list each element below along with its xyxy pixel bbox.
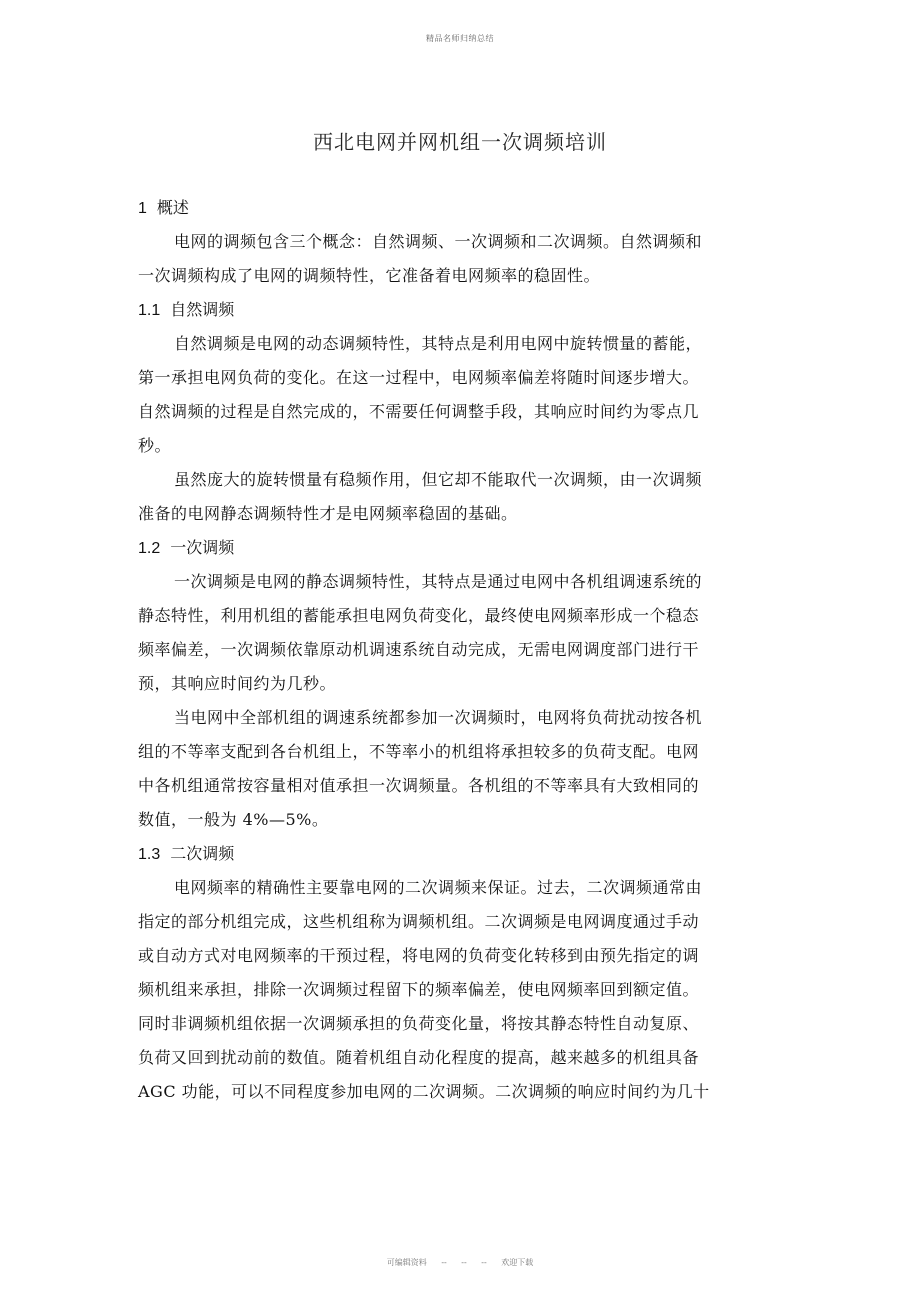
text-line: 准备的电网静态调频特性才是电网频率稳固的基础。 <box>138 504 518 523</box>
section-number: 1.2 <box>138 540 161 557</box>
text-line: 中各机组通常按容量相对值承担一次调频量。各机组的不等率具有大致相同的 <box>138 776 700 795</box>
text-line: 一次调频构成了电网的调频特性，它准备着电网频率的稳固性。 <box>138 266 601 285</box>
document-body <box>138 191 742 1109</box>
paragraph <box>138 565 742 701</box>
text-line: 组的不等率支配到各台机组上，不等率小的机组将承担较多的负荷支配。电网 <box>138 742 700 761</box>
section-title: 二次调频 <box>170 844 235 863</box>
section-title: 一次调频 <box>170 538 235 557</box>
text-line: 频机组来承担，排除一次调频过程留下的频率偏差，使电网频率回到额定值。 <box>138 980 700 999</box>
text-line: 自然调频是电网的动态调频特性，其特点是利用电网中旋转惯量的蓄能， <box>174 334 703 353</box>
text-line: 负荷又回到扰动前的数值。随着机组自动化程度的提高，越来越多的机组具备 <box>138 1048 700 1067</box>
text-line: AGC 功能，可以不同程度参加电网的二次调频。二次调频的响应时间约为几十 <box>138 1082 710 1101</box>
footer-left-text: 可编辑资料 <box>386 1258 427 1267</box>
text-line: 虽然庞大的旋转惯量有稳频作用，但它却不能取代一次调频，由一次调频 <box>174 470 703 489</box>
text-line: 自然调频的过程是自然完成的，不需要任何调整手段，其响应时间约为零点几 <box>138 402 700 421</box>
text-line: 当电网中全部机组的调速系统都参加一次调频时，电网将负荷扰动按各机 <box>174 708 703 727</box>
text-line: 静态特性，利用机组的蓄能承担电网负荷变化，最终使电网频率形成一个稳态 <box>138 606 700 625</box>
section-number: 1.3 <box>138 846 161 863</box>
footer-separator: -- <box>461 1258 467 1267</box>
footer-right-text: 欢迎下载 <box>501 1258 534 1267</box>
footer-separator: -- <box>481 1258 487 1267</box>
text-line: 第一承担电网负荷的变化。在这一过程中，电网频率偏差将随时间逐步增大。 <box>138 368 700 387</box>
text-line: 电网频率的精确性主要靠电网的二次调频来保证。过去，二次调频通常由 <box>174 878 703 897</box>
section-heading-1 <box>138 191 742 225</box>
page-footer <box>0 1257 920 1268</box>
text-line: 电网的调频包含三个概念：自然调频、一次调频和二次调频。自然调频和 <box>174 232 703 251</box>
text-line: 秒。 <box>138 436 172 455</box>
text-line: 一次调频是电网的静态调频特性，其特点是通过电网中各机组调速系统的 <box>174 572 703 591</box>
text-line: 频率偏差，一次调频依靠原动机调速系统自动完成，无需电网调度部门进行干 <box>138 640 700 659</box>
section-heading-1-2 <box>138 531 742 565</box>
text-line: 数值，一般为 4%—5%。 <box>138 810 329 829</box>
paragraph <box>138 225 742 293</box>
section-number: 1 <box>138 200 147 217</box>
page-header: 精品名师归纳总结 <box>426 34 494 43</box>
section-title: 概述 <box>156 198 189 217</box>
text-line: 同时非调频机组依据一次调频承担的负荷变化量，将按其静态特性自动复原、 <box>138 1014 700 1033</box>
paragraph <box>138 463 742 531</box>
section-heading-1-3 <box>138 837 742 871</box>
footer-separator: -- <box>441 1258 447 1267</box>
paragraph <box>138 871 742 1109</box>
text-line: 预，其响应时间约为几秒。 <box>138 674 337 693</box>
document-title: 西北电网并网机组一次调频培训 <box>313 130 607 154</box>
paragraph <box>138 327 742 463</box>
paragraph <box>138 701 742 837</box>
section-number: 1.1 <box>138 302 161 319</box>
text-line: 指定的部分机组完成，这些机组称为调频机组。二次调频是电网调度通过手动 <box>138 912 700 931</box>
text-line: 或自动方式对电网频率的干预过程，将电网的负荷变化转移到由预先指定的调 <box>138 946 700 965</box>
section-title: 自然调频 <box>170 300 235 319</box>
section-heading-1-1 <box>138 293 742 327</box>
